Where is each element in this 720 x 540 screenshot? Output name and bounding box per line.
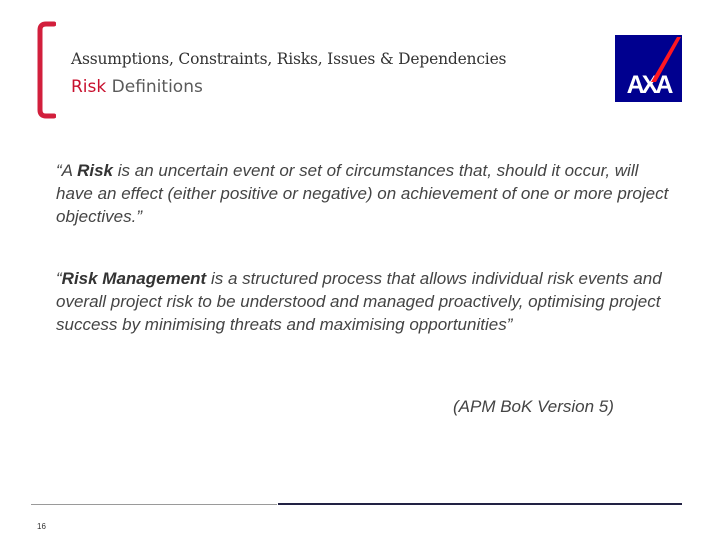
- risk-term: Risk: [77, 161, 114, 180]
- citation: (APM BoK Version 5): [453, 397, 614, 416]
- risk-management-term: Risk Management: [61, 269, 207, 288]
- axa-logo-icon: [615, 35, 682, 102]
- axa-logo-text: AXA: [626, 71, 671, 99]
- risk-management-quote: [56, 267, 676, 336]
- risk-definition-quote: [56, 159, 676, 228]
- footer-divider-left: [31, 504, 277, 505]
- footer-divider-right: [278, 503, 682, 505]
- header-title: Assumptions, Constraints, Risks, Issues & Dependencies: [71, 50, 507, 68]
- risk-definition-body: is an uncertain event or set of circumstances that, should it occur, will have an effect (either positive or negative) on achievement of one or more project objectives.”: [56, 161, 669, 226]
- risk-management-body: is a structured process that allows individual risk events and overall project risk to be understood and managed proactively, optimising project success by minimising threats and maximising opportunities”: [56, 269, 662, 334]
- quote-open: “A: [56, 161, 78, 180]
- header-subtitle: [71, 77, 203, 97]
- red-bracket-decoration: [36, 21, 56, 119]
- subtitle-rest: Definitions: [106, 77, 203, 97]
- page-number: 16: [37, 522, 46, 531]
- subtitle-accent-word: Risk: [71, 77, 107, 97]
- quote-open: “: [56, 269, 62, 288]
- axa-logo: [615, 35, 682, 102]
